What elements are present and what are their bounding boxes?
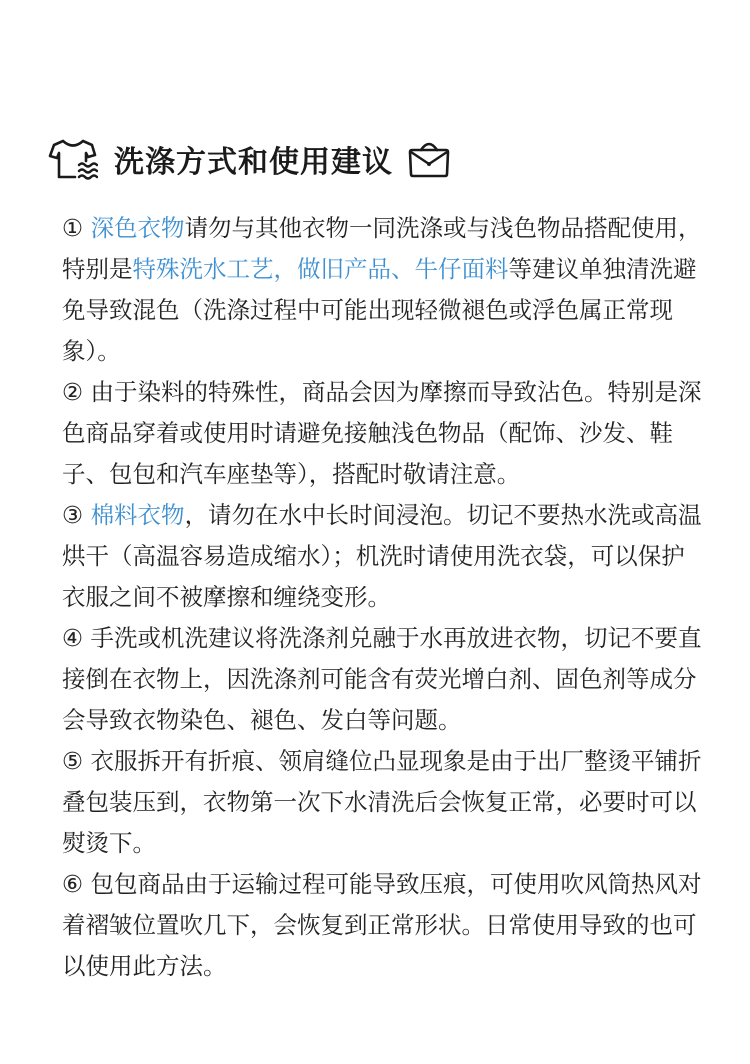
item-number: ③ xyxy=(62,501,84,529)
item-number: ④ xyxy=(62,624,84,652)
section-header xyxy=(48,136,451,182)
care-instruction-item xyxy=(62,372,702,495)
handbag-icon xyxy=(407,136,451,182)
item-number: ⑤ xyxy=(62,747,84,775)
item-number: ② xyxy=(62,378,84,406)
item-text: 等建议单独清洗避免导致混色（洗涤过程中可能出现轻微褪色或浮色属正常现象）。 xyxy=(62,255,697,365)
item-number: ① xyxy=(62,214,84,242)
care-instruction-item xyxy=(62,618,702,741)
item-number: ⑥ xyxy=(62,870,84,898)
highlighted-text: 棉料衣物 xyxy=(90,501,185,529)
item-text: 衣服拆开有折痕、领肩缝位凸显现象是由于出厂整烫平铺折叠包装压到，衣物第一次下水清洗后会恢复正常，必要时可以熨烫下。 xyxy=(62,747,702,857)
item-text xyxy=(83,214,90,242)
item-text: 手洗或机洗建议将洗涤剂兑融于水再放进衣物，切记不要直接倒在衣物上，因洗涤剂可能含有荧光增白剂、固色剂等成分会导致衣物染色、褪色、发白等问题。 xyxy=(62,624,702,734)
tshirt-wash-icon xyxy=(48,136,98,182)
care-instruction-item xyxy=(62,741,702,864)
item-text: 由于染料的特殊性，商品会因为摩擦而导致沾色。特别是深色商品穿着或使用时请避免接触浅色物品（配饰、沙发、鞋子、包包和汽车座垫等），搭配时敬请注意。 xyxy=(62,378,702,488)
item-text: 请勿与其他衣物一同洗涤或与浅色物品搭配使用，特别是 xyxy=(62,214,702,283)
care-instruction-item xyxy=(62,208,702,372)
highlighted-text: 深色衣物 xyxy=(90,214,185,242)
care-instruction-item xyxy=(62,864,702,987)
care-instructions-list xyxy=(62,208,702,987)
care-instruction-item xyxy=(62,495,702,618)
highlighted-text: 特殊洗水工艺，做旧产品、牛仔面料 xyxy=(132,255,509,283)
item-text: ，请勿在水中长时间浸泡。切记不要热水洗或高温烘干（高温容易造成缩水）；机洗时请使用洗衣袋，可以保护衣服之间不被摩擦和缠绕变形。 xyxy=(62,501,702,611)
item-text xyxy=(83,501,90,529)
item-text: 包包商品由于运输过程可能导致压痕，可使用吹风筒热风对着褶皱位置吹几下，会恢复到正常形状。日常使用导致的也可以使用此方法。 xyxy=(62,870,702,980)
page-title: 洗涤方式和使用建议 xyxy=(114,145,393,180)
